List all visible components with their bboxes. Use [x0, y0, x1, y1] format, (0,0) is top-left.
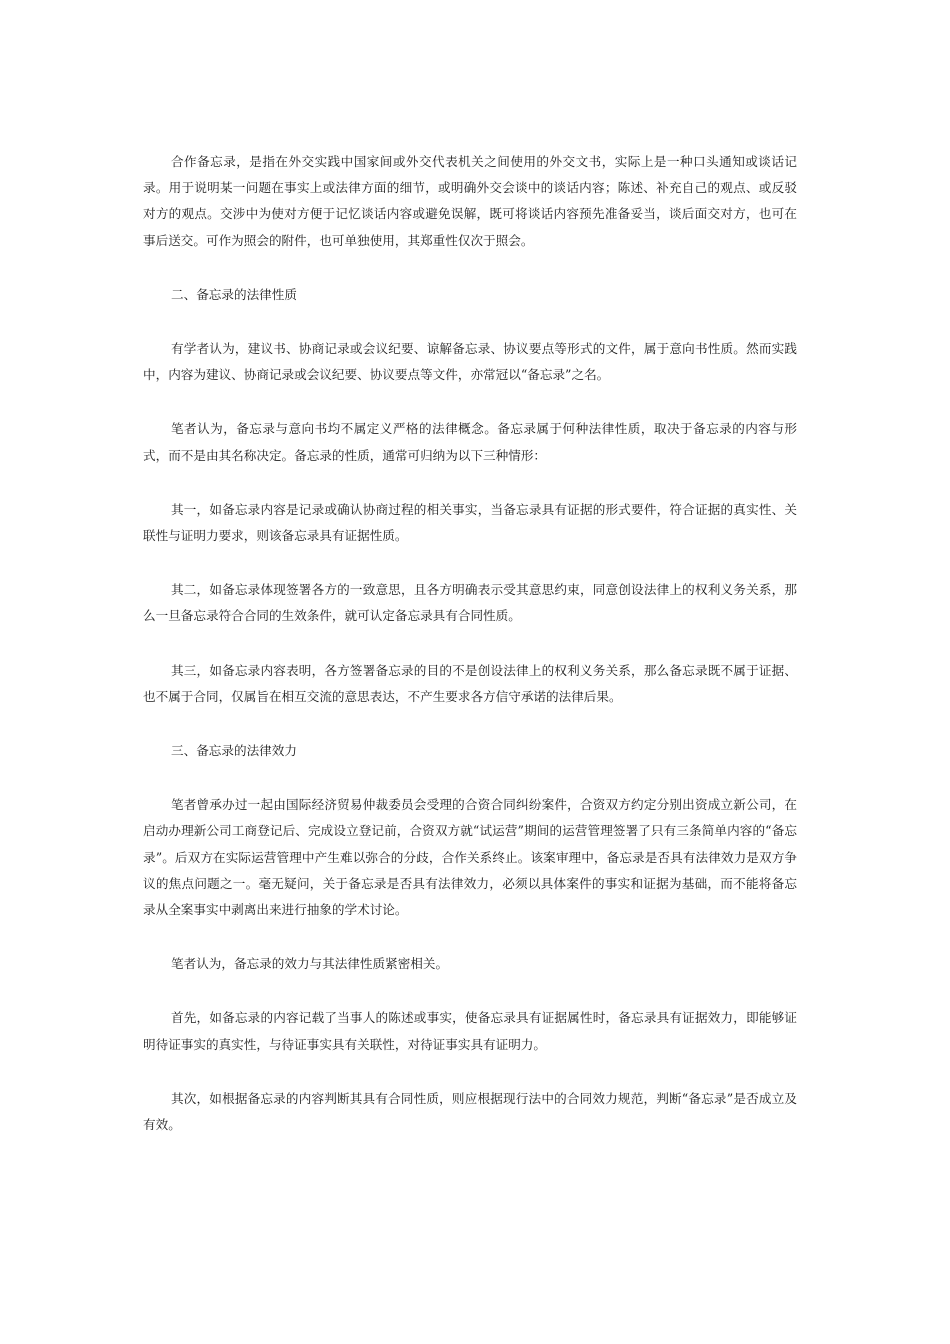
document-body — [143, 149, 797, 1138]
paragraph-intro: 合作备忘录，是指在外交实践中国家间或外交代表机关之间使用的外交文书，实际上是一种口头通知或谈话记录。用于说明某一问题在事实上或法律方面的细节，或明确外交会谈中的谈话内容；陈述、补充自己的观点、或反驳对方的观点。交涉中为使对方便于记忆谈话内容或避免误解，既可将谈话内容预先准备妥当，谈后面交对方，也可在事后送交。可作为照会的附件，也可单独使用，其郑重性仅次于照会。 — [143, 154, 797, 248]
section-heading-legal-nature: 二、备忘录的法律性质 — [171, 286, 297, 302]
paragraph-arbitration-case: 笔者曾承办过一起由国际经济贸易仲裁委员会受理的合资合同纠纷案件，合资双方约定分别出资成立新公司，在启动办理新公司工商登记后、完成设立登记前，合资双方就“试运营”期间的运营管理签署了只有三条简单内容的“备忘录”。后双方在实际运营管理中产生难以弥合的分歧，合作关系终止。该案审理中，备忘录是否具有法律效力是双方争议的焦点问题之一。毫无疑问，关于备忘录是否具有法律效力，必须以具体案件的事实和证据为基础，而不能将备忘录从全案事实中剥离出来进行抽象的学术讨论。 — [143, 797, 797, 918]
paragraph-case-one: 其一，如备忘录内容是记录或确认协商过程的相关事实，当备忘录具有证据的形式要件，符合证据的真实性、关联性与证明力要求，则该备忘录具有证据性质。 — [143, 501, 797, 544]
paragraph-case-three: 其三，如备忘录内容表明，各方签署备忘录的目的不是创设法律上的权利义务关系，那么备忘录既不属于证据、也不属于合同，仅属旨在相互交流的意思表达，不产生要求各方信守承诺的法律后果。 — [143, 662, 797, 704]
paragraph-effect-relation: 笔者认为，备忘录的效力与其法律性质紧密相关。 — [171, 956, 449, 972]
paragraph-first-point: 首先，如备忘录的内容记载了当事人的陈述或事实，使备忘录具有证据属性时，备忘录具有证据效力，即能够证明待证事实的真实性，与待证事实具有关联性，对待证事实具有证明力。 — [143, 1010, 797, 1052]
section-heading-legal-effect: 三、备忘录的法律效力 — [171, 743, 297, 759]
paragraph-scholar-view: 有学者认为，建议书、协商记录或会议纪要、谅解备忘录、协议要点等形式的文件，属于意向书性质。然而实践中，内容为建议、协商记录或会议纪要、协议要点等文件，亦常冠以“备忘录”之名。 — [143, 341, 797, 383]
paragraph-case-two: 其二，如备忘录体现签署各方的一致意思，且各方明确表示受其意思约束，同意创设法律上的权利义务关系，那么一旦备忘录符合合同的生效条件，就可认定备忘录具有合同性质。 — [143, 582, 797, 624]
paragraph-second-point: 其次，如根据备忘录的内容判断其具有合同性质，则应根据现行法中的合同效力规范，判断“备忘录”是否成立及有效。 — [143, 1090, 797, 1133]
paragraph-author-view: 笔者认为，备忘录与意向书均不属定义严格的法律概念。备忘录属于何种法律性质，取决于备忘录的内容与形式，而不是由其名称决定。备忘录的性质，通常可归纳为以下三种情形： — [143, 421, 797, 463]
